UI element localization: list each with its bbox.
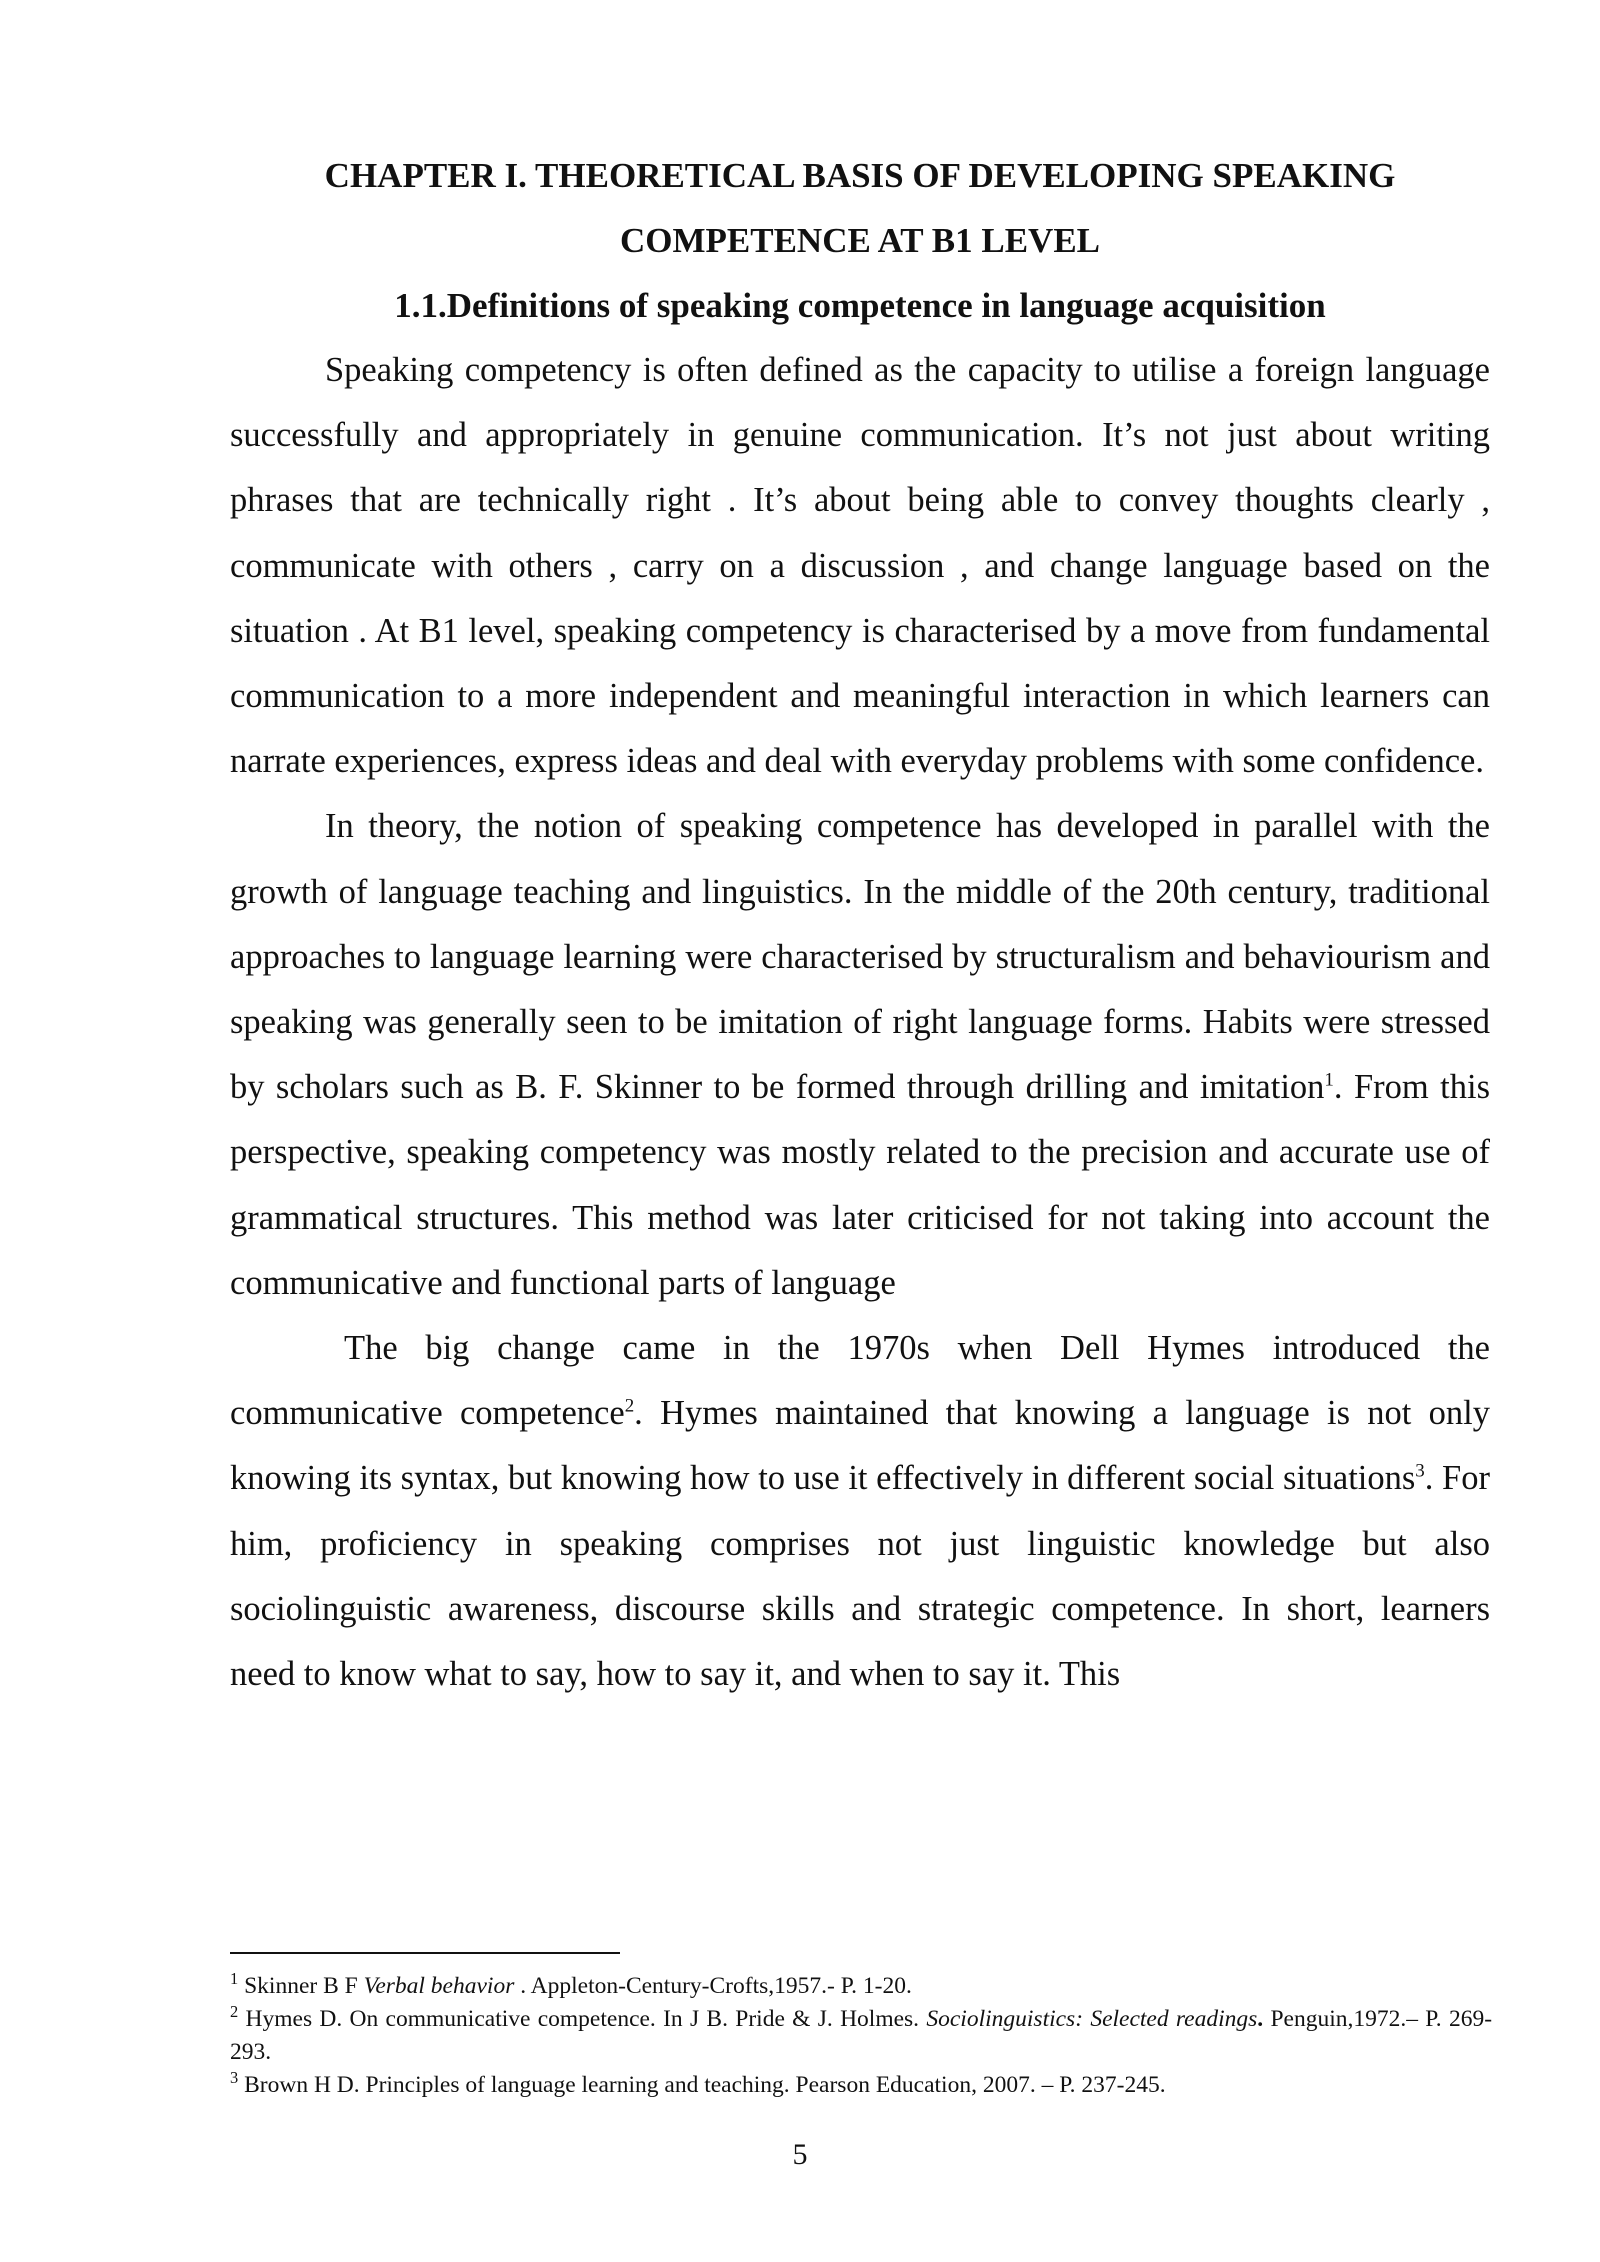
paragraph-2-text-part2: . From this perspective, speaking competency was mostly related to the precision and accurate use of grammatical structures. This method was later criticised for not taking into account the communicative and functional parts of language: [230, 1068, 1490, 1302]
footnote-3: [230, 2069, 1492, 2102]
footnote-2: [230, 2003, 1492, 2069]
paragraph-1: [230, 338, 1490, 794]
footnote-1: [230, 1970, 1492, 2003]
footnote-2-period: .: [1257, 2006, 1264, 2032]
section-title: 1.1.Definitions of speaking competence in language acquisition: [394, 286, 1326, 325]
footnote-2-source: Penguin,1972.– P. 269-293.: [230, 2006, 1493, 2065]
paragraph-3: [230, 1316, 1490, 1707]
footnote-2-title: Sociolinguistics: Selected readings: [926, 2006, 1258, 2032]
footnote-3-number: 3: [230, 2068, 239, 2088]
paragraph-2: [230, 794, 1490, 1316]
footnote-separator: [230, 1952, 620, 1954]
footnote-1-source: . Appleton-Century-Crofts,1957.- P. 1-20.: [514, 1973, 912, 1999]
footnotes: [230, 1970, 1492, 2102]
footnote-2-text: Hymes D. On communicative competence. In J B. Pride & J. Holmes.: [238, 2006, 927, 2032]
footnote-1-title: Verbal behavior: [363, 1973, 515, 1999]
chapter-title: CHAPTER I. THEORETICAL BASIS OF DEVELOPING SPEAKING COMPETENCE AT B1 LEVEL: [324, 156, 1396, 260]
footnote-1-text: Skinner B F: [238, 1973, 364, 1999]
paragraph-3-text-part2: . Hymes maintained that knowing a language is not only knowing its syntax, but knowing how to use it effectively in different social situations: [230, 1394, 1490, 1498]
footnote-ref-3: 3: [1415, 1460, 1425, 1482]
footnote-2-number: 2: [230, 2002, 239, 2022]
footnote-ref-2: 2: [624, 1395, 635, 1417]
paragraph-3-text-part3: . For him, proficiency in speaking comprises not just linguistic knowledge but also sociolinguistic awareness, discourse skills and strategic competence. In short, learners need to know what to say, how to say it, and when to say it. This: [230, 1459, 1490, 1694]
footnote-3-text: Brown H D. Principles of language learning and teaching. Pearson Education, 2007. – P. 237-245.: [238, 2072, 1166, 2098]
paragraph-3-text-part1: The big change came in the 1970s when Dell Hymes introduced the communicative competence: [230, 1329, 1490, 1433]
footnote-ref-1: 1: [1324, 1069, 1334, 1091]
footnote-1-number: 1: [230, 1969, 239, 1989]
body-text: [230, 338, 1490, 1707]
paragraph-2-text-part1: In theory, the notion of speaking competence has developed in parallel with the growth of language teaching and linguistics. In the middle of the 20th century, traditional approaches to language learning were characterised by structuralism and behaviourism and speaking was generally seen to be imitation of right language forms. Habits were stressed by scholars such as B. F. Skinner to be formed through drilling and imitation: [230, 807, 1490, 1107]
paragraph-1-text: Speaking competency is often defined as the capacity to utilise a foreign language successfully and appropriately in genuine communication. It’s not just about writing phrases that are technically right . It’s about being able to convey thoughts clearly , communicate with others , carry on a discussion , and change language based on the situation . At B1 level, speaking competency is characterised by a move from fundamental communication to a more independent and meaningful interaction in which learners can narrate experiences, express ideas and deal with everyday problems with some confidence.: [230, 351, 1490, 781]
page-number: 5: [792, 2138, 808, 2171]
